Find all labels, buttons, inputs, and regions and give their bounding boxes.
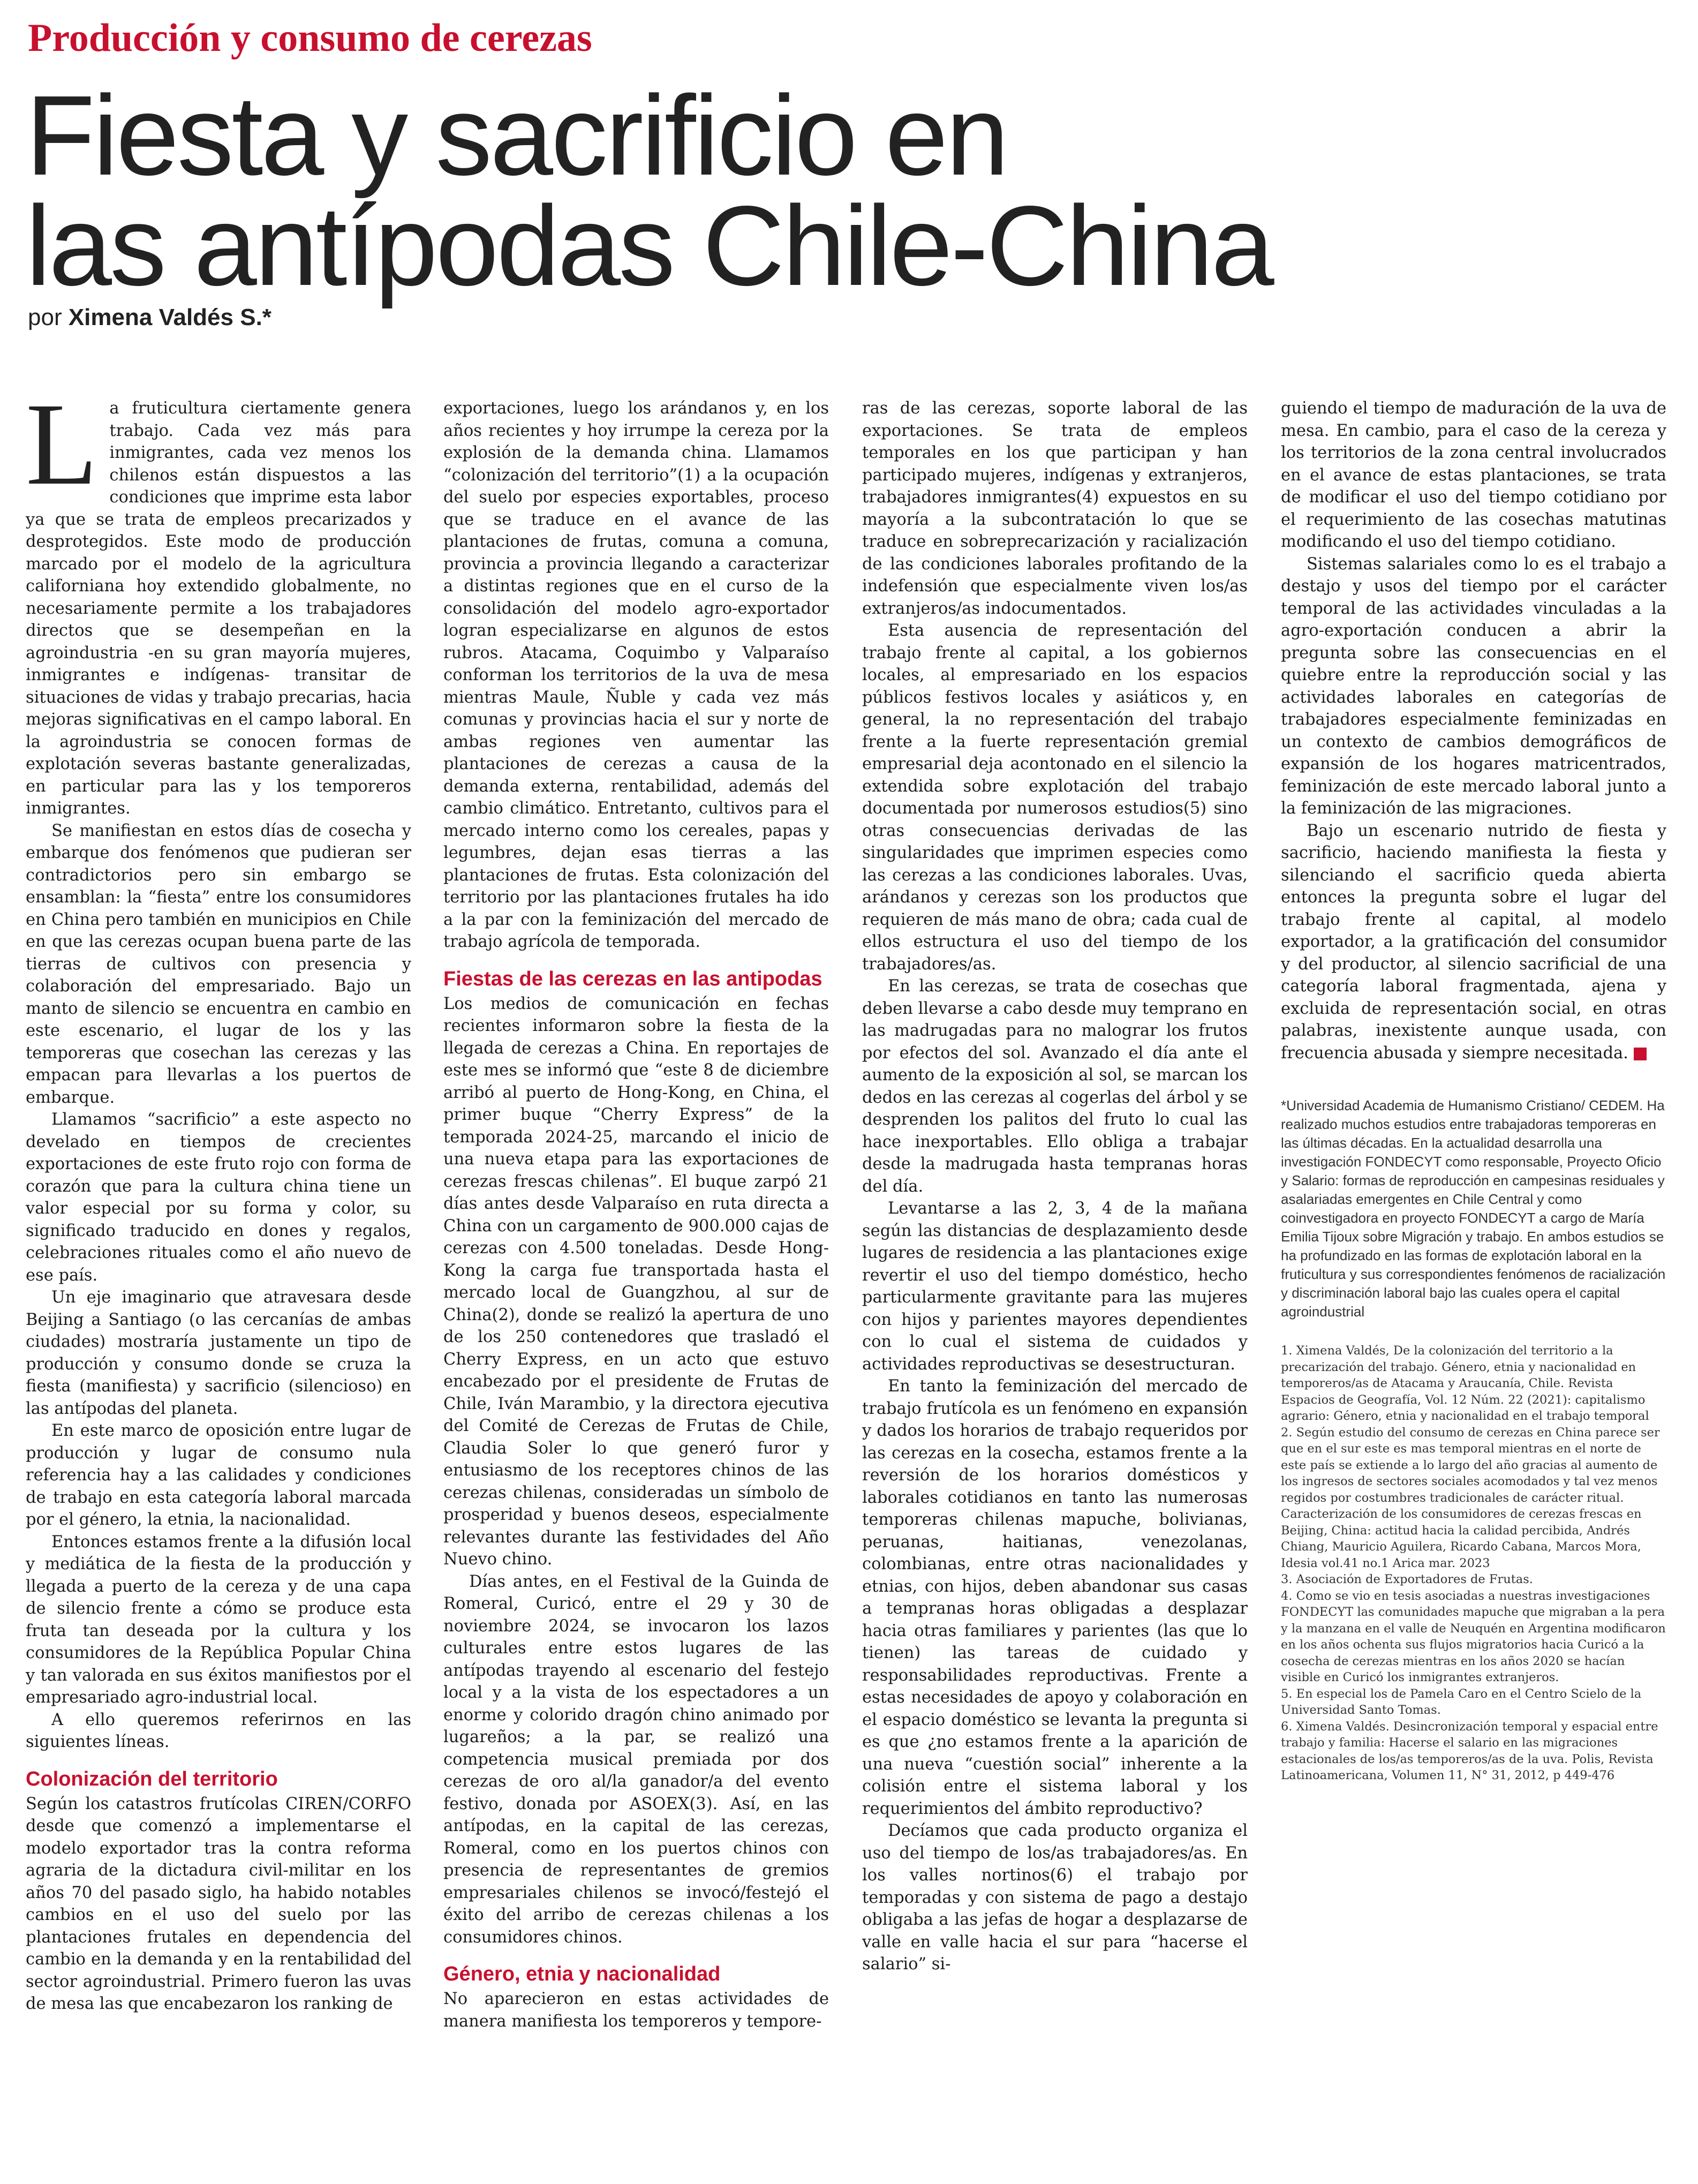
drop-cap: L [26, 379, 98, 509]
paragraph: Llamamos “sacrificio” a este aspecto no develado en tiempos de crecientes exportaciones de este fruto rojo con forma de corazón que para la cultura china tiene un valor especial por su forma y color, su significado traducido en dones y regalos, celebraciones rituales como el año nuevo de ese país. [26, 1110, 411, 1285]
paragraph: A ello queremos referirnos en las siguientes líneas. [26, 1710, 411, 1751]
footnote: 1. Ximena Valdés, De la colonización del territorio a la precarización del trabajo. Género, etnia y nacionalidad en temporeros/as de Atacama y Araucanía, Chile. Revista Espacios de Geografía, Vol. 12 Núm. 22 (2021): capitalismo agrario: Género, etnia y nacionalidad en el trabajo temporal [1281, 1344, 1649, 1423]
paragraph: Entonces estamos frente a la difusión local y mediática de la fiesta de la producción y llegada a puerto de la cereza y de una capa de silencio frente a cómo se produce esta fruta tan deseada por la cultura y los consumidores de la República Popular China y tan valorada en sus éxitos manifiestos por el empresariado agro-industrial local. [26, 1532, 411, 1707]
article-column-4 [1281, 397, 1666, 1784]
paragraph: Se manifiestan en estos días de cosecha y embarque dos fenómenos que pudieran ser contradictorios pero sin embargo se ensamblan: la “fiesta” entre los consumidores en China pero también en municipios en Chile en que las cerezas ocupan buena parte de las tierras de cultivos con presencia y colaboración del empresariado. Bajo un manto de silencio se encuentra en cambio en este escenario, el lugar de los y las temporeras que cosechan las cerezas y las empacan para llevarlas a los puertos de embarque. [26, 821, 411, 1107]
paragraph: En tanto la feminización del mercado de trabajo frutícola es un fenómeno en expansión y dados los horarios de trabajo requeridos por las cerezas en la cosecha, estamos frente a la reversión de los horarios domésticos y laborales cotidianos en tanto las numerosas temporeras chilenas mapuche, bolivianas, peruanas, haitianas, venezolanas, colombianas, entre otras nacionalidades y etnias, con hijos, deben abandonar sus casas a tempranas horas obligadas a desplazar hacia otras familiares y parientes (las que lo tienen) las tareas de cuidado y responsabilidades reproductivas. Frente a estas necesidades de apoyo y colaboración en el espacio doméstico se levanta la pregunta si es que ¿no estamos frente a la aparición de una nueva “cuestión social” inherente a la colisión entre el sistema laboral y los requerimientos del ámbito reproductivo? [862, 1377, 1248, 1818]
paragraph [1281, 820, 1666, 1065]
paragraph-text: a fruticultura ciertamente genera trabajo. Cada vez más para inmigrantes, cada vez menos los chilenos están dispuestos a las condiciones que imprime esta labor ya que se trata de empleos precarizados y desprotegidos. Este modo de producción marcado por el modelo de la agricultura californiana hoy extendido globalmente, no necesariamente permite a los trabajadores directos que se desempeñan en la agroindustria -en su gran mayoría mujeres, inmigrantes e indígenas- transitar de situaciones de vidas y trabajo precarias, hacia mejoras significativas en el campo laboral. En la agroindustria se conocen formas de explotación severas bastante generalizadas, en particular para las y los temporeros inmigrantes. [26, 399, 411, 818]
paragraph [26, 379, 411, 820]
footnote: 5. En especial los de Pamela Caro en el Centro Scielo de la Universidad Santo Tomas. [1281, 1686, 1642, 1717]
subheading-genero: Género, etnia y nacionalidad [443, 1963, 721, 1985]
author-affiliation: *Universidad Academia de Humanismo Cristiano/ CEDEM. Ha realizado muchos estudios entre trabajadoras temporeras en las últimas décadas. En la actualidad desarrolla una investigación FONDECYT como responsable, Proyecto Oficio y Salario: formas de reproducción en campesinas residuales y asalariadas emergentes en Chile Central y como coinvestigadora en proyecto FONDECYT a cargo de María Emilia Tijoux sobre Migración y trabajo. En ambos estudios se ha profundizado en las formas de explotación laboral en la fruticultura y sus correspondientes fenómenos de racialización y discriminación laboral bajo las cuales opera el capital agroindustrial [1281, 1097, 1666, 1320]
paragraph: Un eje imaginario que atravesara desde Beijing a Santiago (o las cercanías de ambas ciudades) mostraría justamente un tipo de producción y consumo donde se cruza la fiesta (manifiesta) y sacrificio (silencioso) en las antípodas del planeta. [26, 1288, 411, 1418]
paragraph: Esta ausencia de representación del trabajo frente al capital, a los gobiernos locales, al empresariado en los espacios públicos festivos locales y asiáticos y, en general, la no representación del trabajo frente a la fuerte representación gremial empresarial deja acontonado en el silencio la extendida sobre explotación del trabajo documentada por numerosos estudios(5) sino otras consecuencias derivadas de las singularidades que imprimen especies como las cerezas a las condiciones laborales. Uvas, arándanos y cerezas son los productos que requieren de más mano de obra; cada cual de ellos estructura el uso del tiempo de los trabajadores/as. [862, 621, 1248, 974]
subheading-colonizacion: Colonización del territorio [26, 1767, 278, 1790]
article-column-3 [862, 397, 1248, 1976]
headline-line-1: Fiesta y sacrificio en [26, 72, 1007, 199]
paragraph-text: Bajo un escenario nutrido de fiesta y sacrificio, haciendo manifiesta la fiesta y silenciando el sacrificio queda abierta entonces la pregunta sobre el lugar del trabajo frente al capital, al modelo exportador, a la gratificación del consumidor y del productor, al silencio sacrificial de una categoría laboral fragmentada, ajena y excluida de representación social, en otras palabras, inexistente aunque usada, con frecuencia abusada y siempre necesitada. [1281, 821, 1666, 1063]
byline [28, 304, 271, 331]
paragraph: No aparecieron en estas actividades de manera manifiesta los temporeros y tempore- [443, 1990, 829, 2031]
paragraph: guiendo el tiempo de maduración de la uva de mesa. En cambio, para el caso de la cereza y los territorios de la zona central involucrados en el avance de estas plantaciones, se trata de modificar el uso del tiempo cotidiano por el requerimiento de las cosechas matutinas modificando el uso del tiempo cotidiano. [1281, 399, 1666, 551]
byline-prefix: por [28, 304, 62, 330]
section-kicker: Producción y consumo de cerezas [28, 16, 592, 60]
paragraph: Levantarse a las 2, 3, 4 de la mañana según las distancias de desplazamiento desde lugares de residencia a las plantaciones exige revertir el uso del tiempo doméstico, hecho particularmente gravitante para las mujeres con hijos y parientes mayores dependientes con lo cual el sistema de cuidados y actividades reproductivas se desestructuran. [862, 1199, 1248, 1374]
footnote: 3. Asociación de Exportadores de Frutas. [1281, 1572, 1533, 1586]
headline-line-2: las antípodas Chile-China [26, 182, 1272, 309]
paragraph: Según los catastros frutícolas CIREN/CORFO desde que comenzó a implementarse el modelo exportador tras la contra reforma agraria de la dictadura civil-militar en los años 70 del pasado siglo, ha habido notables cambios en el uso del suelo por las plantaciones frutales en dependencia del cambio en la demanda y en la rentabilidad del sector agroindustrial. Primero fueron las uvas de mesa las que encabezaron los ranking de [26, 1794, 411, 2013]
footnote: 2. Según estudio del consumo de cerezas en China parece ser que en el sur este es mas temporal mientras en el norte de este país se extiende a lo largo del año gracias al aumento de los ingresos de sectores sociales acomodados y tal vez menos regidos por costumbres tradicionales de carácter ritual. Caracterización de los consumidores de cerezas frescas en Beijing, China: actitud hacia la calidad percibida, Andrés Chiang, Mauricio Aguilera, Ricardo Cabana, Marcos Mora, Idesia vol.41 no.1 Arica mar. 2023 [1281, 1425, 1660, 1570]
article-column-2 [443, 397, 829, 2032]
paragraph: En este marco de oposición entre lugar de producción y lugar de consumo nula referencia hay a las calidades y condiciones de trabajo en esta categoría laboral marcada por el género, la etnia, la nacionalidad. [26, 1421, 411, 1529]
footnote: 6. Ximena Valdés. Desincronización temporal y espacial entre trabajo y familia: Hacerse el salario en las migraciones estacionales de los/as temporeros/as de la uva. Polis, Revista Latinoamericana, Volumen 11, N° 31, 2012, p 449-476 [1281, 1719, 1658, 1782]
end-mark-icon [1634, 1048, 1647, 1060]
footnotes [1281, 1343, 1666, 1784]
paragraph: Sistemas salariales como lo es el trabajo a destajo y usos del tiempo por el carácter temporal de las actividades vinculadas a la agro-exportación conducen a abrir la pregunta sobre las consecuencias en el quiebre entre la reproducción social y las actividades laborales en categorías de trabajadores especialmente feminizadas en un contexto de cambios demográficos de expansión de los hogares matricentrados, feminización de este mercado laboral junto a la feminización de las migraciones. [1281, 554, 1666, 818]
paragraph: En las cerezas, se trata de cosechas que deben llevarse a cabo desde muy temprano en las madrugadas para no malograr los frutos por efectos del sol. Avanzado el día ante el aumento de la exposición al sol, se marcan los dedos en las cerezas al cogerlas del árbol y se desprenden los palitos del fruto lo cual las hace inexportables. Ello obliga a trabajar desde la madrugada hasta tempranas horas del día. [862, 977, 1248, 1196]
paragraph: Decíamos que cada producto organiza el uso del tiempo de los/as trabajadores/as. En los valles nortinos(6) el trabajo por temporadas y con sistema de pago a destajo obligaba a las jefas de hogar a desplazarse de valle en valle hacia el sur para “hacerse el salario” si- [862, 1821, 1248, 1974]
paragraph: Días antes, en el Festival de la Guinda de Romeral, Curicó, entre el 29 y 30 de noviembre 2024, se invocaron los lazos culturales entre estos lugares de las antípodas trayendo al escenario del festejo local y a la vista de los espectadores a un enorme y colorido dragón chino animado por lugareños; a la par, se realizó una competencia musical premiada por dos cerezas de oro al/la ganador/a del evento festivo, donada por ASOEX(3). Así, en las antípodas, en la capital de las cerezas, Romeral, como en los puertos chinos con presencia de representantes de gremios empresariales chilenos se invocó/festejó el éxito del arribo de cerezas chilenas a los consumidores chinos. [443, 1572, 829, 1947]
paragraph: exportaciones, luego los arándanos y, en los años recientes y hoy irrumpe la cereza por la explosión de la demanda china. Llamamos “colonización del territorio”(1) a la ocupación del suelo por especies exportables, proceso que se traduce en el avance de las plantaciones de frutas, comuna a comuna, provincia a provincia llegando a caracterizar a distintas regiones que en el curso de la consolidación del modelo agro-exportador logran especializarse en algunos de estos rubros. Atacama, Coquimbo y Valparaíso conforman los territorios de la uva de mesa mientras Maule, Ñuble y cada vez más comunas y provincias hacia el sur y norte de ambas regiones ven aumentar las plantaciones de cerezas a causa de la demanda externa, rentabilidad, además del cambio climático. Entretanto, cultivos para el mercado interno como los cereales, papas y legumbres, dejan esas tierras a las plantaciones de frutas. Esta colonización del territorio por las plantaciones frutales ha ido a la par con la feminización del mercado de trabajo agrícola de temporada. [443, 399, 829, 951]
author-name: Ximena Valdés S.* [68, 304, 271, 330]
article-column-1 [26, 379, 411, 2015]
paragraph: Los medios de comunicación en fechas recientes informaron sobre la fiesta de la llegada de cerezas a China. En reportajes de este mes se informó que “este 8 de diciembre arribó al puerto de Hong-Kong, en China, el primer buque “Cherry Express” de la temporada 2024-25, marcando el inicio de una nueva etapa para las exportaciones de cerezas frescas chilenas”. El buque zarpó 21 días antes desde Valparaíso en ruta directa a China con un cargamento de 900.000 cajas de cerezas con 4.500 toneladas. Desde Hong-Kong la carga fue transportada hasta el mercado local de Guangzhou, al sur de China(2), donde se realizó la apertura de uno de los 250 contenedores que trasladó el Cherry Express, en un acto que estuvo encabezado por el presidente de Frutas de Chile, Iván Marambio, y la directora ejecutiva del Comité de Cerezas de Frutas de Chile, Claudia Soler lo que generó furor y entusiasmo de los receptores chinos de las cerezas chilenas, consideradas un símbolo de prosperidad y buenos deseos, especialmente relevantes durante las festividades del Año Nuevo chino. [443, 994, 829, 1569]
subheading-fiestas: Fiestas de las cerezas en las antipodas [443, 967, 822, 990]
article-headline [26, 72, 1675, 309]
paragraph: ras de las cerezas, soporte laboral de las exportaciones. Se trata de empleos temporales en los que participan y han participado mujeres, indígenas y extranjeros, trabajadores inmigrantes(4) expuestos en su mayoría a la subcontratación lo que se traduce en sobreprecarización y racialización de las condiciones laborales profitando de la indefensión que especialmente viven los/as extranjeros/as indocumentados. [862, 399, 1248, 618]
footnote: 4. Como se vio en tesis asociadas a nuestras investigaciones FONDECYT las comunidades mapuche que migraban a la pera y la manzana en el valle de Neuquén en Argentina modificaron en los años ochenta sus flujos migratorios hacia Curicó a la cosecha de cerezas mientras en los años 2020 se hacían visible en Curicó los inmigrantes extranjeros. [1281, 1588, 1666, 1684]
